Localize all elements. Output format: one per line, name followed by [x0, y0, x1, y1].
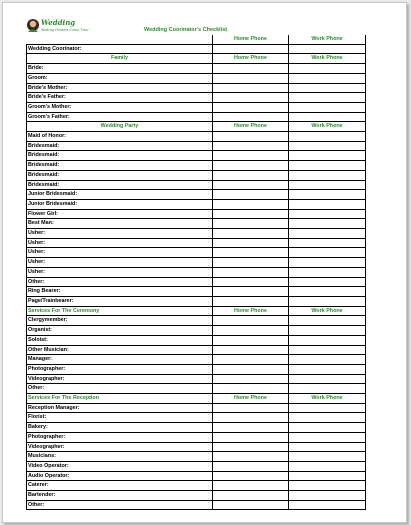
- table-row: [27, 102, 366, 112]
- work-phone-cell[interactable]: [289, 229, 366, 239]
- work-phone-cell[interactable]: [289, 461, 366, 471]
- table-row: [27, 452, 366, 462]
- work-phone-cell[interactable]: [289, 384, 366, 394]
- table-row: [27, 229, 366, 239]
- row-label: Soloist:: [27, 335, 213, 345]
- home-phone-cell[interactable]: [213, 229, 289, 239]
- row-label: Reception Manager:: [27, 403, 213, 413]
- work-phone-cell[interactable]: [289, 132, 366, 142]
- page-title: Wedding Coorinator's Checklist: [144, 27, 228, 33]
- row-label: Maid of Honor:: [27, 132, 213, 142]
- table-row: [27, 161, 366, 171]
- home-phone-header: Home Phone: [213, 35, 289, 44]
- work-phone-cell[interactable]: [289, 335, 366, 345]
- table-row: [27, 64, 366, 74]
- home-phone-cell[interactable]: [213, 44, 289, 54]
- row-label: Videographer:: [27, 442, 213, 452]
- home-phone-cell[interactable]: [213, 180, 289, 190]
- home-phone-cell[interactable]: [213, 161, 289, 171]
- header: [26, 16, 365, 35]
- home-phone-cell[interactable]: [213, 432, 289, 442]
- home-phone-cell[interactable]: [213, 248, 289, 258]
- logo-brand-text: Wedding: [41, 18, 76, 27]
- row-label: Bartender:: [27, 491, 213, 501]
- home-phone-cell[interactable]: [213, 326, 289, 336]
- home-phone-cell[interactable]: [213, 452, 289, 462]
- home-phone-cell[interactable]: [213, 112, 289, 122]
- work-phone-cell[interactable]: [289, 73, 366, 83]
- table-row: [27, 481, 366, 491]
- home-phone-cell[interactable]: [213, 190, 289, 200]
- table-row: [27, 258, 366, 268]
- work-phone-header: Work Phone: [289, 54, 366, 64]
- work-phone-cell[interactable]: [289, 258, 366, 268]
- home-phone-cell[interactable]: [213, 374, 289, 384]
- row-label: Caterer:: [27, 481, 213, 491]
- table-row: [27, 190, 366, 200]
- table-row: [27, 170, 366, 180]
- home-phone-cell[interactable]: [213, 277, 289, 287]
- row-label: Other:: [27, 384, 213, 394]
- checklist-body: [27, 35, 366, 510]
- table-row: [27, 442, 366, 452]
- row-label: Ring Bearer:: [27, 287, 213, 297]
- checklist-table: [26, 35, 366, 510]
- table-row: [27, 141, 366, 151]
- work-phone-cell[interactable]: [289, 44, 366, 54]
- work-phone-cell[interactable]: [289, 141, 366, 151]
- section-header-row: [27, 122, 366, 132]
- table-row: [27, 296, 366, 306]
- work-phone-cell[interactable]: [289, 93, 366, 103]
- table-row: [27, 345, 366, 355]
- work-phone-cell[interactable]: [289, 345, 366, 355]
- home-phone-cell[interactable]: [213, 199, 289, 209]
- coordinator-label: Wedding Coorinator:: [27, 44, 213, 54]
- table-row: [27, 335, 366, 345]
- row-label: Clergymember:: [27, 316, 213, 326]
- home-phone-cell[interactable]: [213, 170, 289, 180]
- checklist-sheet: [26, 16, 365, 510]
- home-phone-cell[interactable]: [213, 267, 289, 277]
- table-row: [27, 267, 366, 277]
- table-row: [27, 423, 366, 433]
- work-phone-cell[interactable]: [289, 277, 366, 287]
- row-label: Usher:: [27, 258, 213, 268]
- work-phone-cell[interactable]: [289, 238, 366, 248]
- table-row: [27, 364, 366, 374]
- row-label: Groom's Mother:: [27, 102, 213, 112]
- home-phone-cell[interactable]: [213, 384, 289, 394]
- row-label: Bridesmaid:: [27, 151, 213, 161]
- home-phone-cell[interactable]: [213, 403, 289, 413]
- table-row: [27, 461, 366, 471]
- table-row: [27, 471, 366, 481]
- home-phone-cell[interactable]: [213, 258, 289, 268]
- work-phone-cell[interactable]: [289, 374, 366, 384]
- home-phone-cell[interactable]: [213, 355, 289, 365]
- table-row: [27, 83, 366, 93]
- row-label: Photographer:: [27, 432, 213, 442]
- work-phone-cell[interactable]: [289, 403, 366, 413]
- work-phone-cell[interactable]: [289, 432, 366, 442]
- work-phone-header: Work Phone: [289, 35, 366, 44]
- work-phone-cell[interactable]: [289, 161, 366, 171]
- home-phone-cell[interactable]: [213, 73, 289, 83]
- home-phone-cell[interactable]: [213, 141, 289, 151]
- logo-tagline: Making Dreams Come True: [41, 28, 89, 32]
- work-phone-cell[interactable]: [289, 112, 366, 122]
- work-phone-cell[interactable]: [289, 190, 366, 200]
- table-row: [27, 287, 366, 297]
- work-phone-cell[interactable]: [289, 442, 366, 452]
- home-phone-cell[interactable]: [213, 64, 289, 74]
- home-phone-cell[interactable]: [213, 132, 289, 142]
- work-phone-cell[interactable]: [289, 248, 366, 258]
- table-row: [27, 413, 366, 423]
- row-label: Bride's Father:: [27, 93, 213, 103]
- section-header-row: [27, 394, 366, 404]
- row-label: Usher:: [27, 238, 213, 248]
- work-phone-header: Work Phone: [289, 122, 366, 132]
- work-phone-cell[interactable]: [289, 151, 366, 161]
- work-phone-cell[interactable]: [289, 64, 366, 74]
- row-label: Manager:: [27, 355, 213, 365]
- row-label: Audio Operator:: [27, 471, 213, 481]
- work-phone-cell[interactable]: [289, 199, 366, 209]
- row-label: Usher:: [27, 229, 213, 239]
- row-label: Bridesmaid:: [27, 180, 213, 190]
- work-phone-cell[interactable]: [289, 500, 366, 510]
- table-row: [27, 500, 366, 510]
- home-phone-cell[interactable]: [213, 151, 289, 161]
- home-phone-cell[interactable]: [213, 471, 289, 481]
- row-label: Musicians:: [27, 452, 213, 462]
- row-label: Groom's Father:: [27, 112, 213, 122]
- home-phone-cell[interactable]: [213, 461, 289, 471]
- table-row: [27, 326, 366, 336]
- home-phone-header: Home Phone: [213, 306, 289, 316]
- section-title: Wedding Party: [27, 122, 213, 132]
- table-row: [27, 248, 366, 258]
- home-phone-cell[interactable]: [213, 287, 289, 297]
- work-phone-cell[interactable]: [289, 452, 366, 462]
- home-phone-header: Home Phone: [213, 122, 289, 132]
- home-phone-header: Home Phone: [213, 394, 289, 404]
- document-page: [2, 2, 407, 523]
- row-label: Bakery:: [27, 423, 213, 433]
- row-label: Bridesmaid:: [27, 141, 213, 151]
- table-row: [27, 73, 366, 83]
- home-phone-cell[interactable]: [213, 491, 289, 501]
- row-label: Junior Bridesmaid:: [27, 199, 213, 209]
- row-label: Other Musician:: [27, 345, 213, 355]
- work-phone-header: Work Phone: [289, 394, 366, 404]
- table-row: [27, 112, 366, 122]
- table-row: [27, 491, 366, 501]
- work-phone-cell[interactable]: [289, 267, 366, 277]
- table-row: [27, 374, 366, 384]
- work-phone-cell[interactable]: [289, 180, 366, 190]
- work-phone-cell[interactable]: [289, 355, 366, 365]
- table-row: [27, 209, 366, 219]
- home-phone-cell[interactable]: [213, 345, 289, 355]
- table-row: [27, 316, 366, 326]
- work-phone-cell[interactable]: [289, 102, 366, 112]
- work-phone-cell[interactable]: [289, 471, 366, 481]
- table-row: [27, 132, 366, 142]
- home-phone-cell[interactable]: [213, 442, 289, 452]
- row-label: Usher:: [27, 248, 213, 258]
- table-row: [27, 238, 366, 248]
- home-phone-cell[interactable]: [213, 238, 289, 248]
- table-row: [27, 180, 366, 190]
- work-phone-cell[interactable]: [289, 83, 366, 93]
- work-phone-cell[interactable]: [289, 364, 366, 374]
- home-phone-cell[interactable]: [213, 500, 289, 510]
- home-phone-cell[interactable]: [213, 316, 289, 326]
- row-label: Organist:: [27, 326, 213, 336]
- row-label: Bride:: [27, 64, 213, 74]
- row-label: Bride's Mother:: [27, 83, 213, 93]
- home-phone-cell[interactable]: [213, 423, 289, 433]
- home-phone-cell[interactable]: [213, 219, 289, 229]
- home-phone-cell[interactable]: [213, 102, 289, 112]
- home-phone-header: Home Phone: [213, 54, 289, 64]
- coordinator-row: [27, 44, 366, 54]
- section-title: Family: [27, 54, 213, 64]
- table-row: [27, 199, 366, 209]
- work-phone-cell[interactable]: [289, 296, 366, 306]
- row-label: Bridesmaid:: [27, 170, 213, 180]
- row-label: Flower Girl:: [27, 209, 213, 219]
- table-row: [27, 277, 366, 287]
- work-phone-cell[interactable]: [289, 326, 366, 336]
- row-label: Other:: [27, 277, 213, 287]
- home-phone-cell[interactable]: [213, 83, 289, 93]
- row-label: Page/Trainbearer:: [27, 296, 213, 306]
- table-row: [27, 219, 366, 229]
- table-row: [27, 384, 366, 394]
- row-label: Best Man:: [27, 219, 213, 229]
- table-row: [27, 151, 366, 161]
- work-phone-cell[interactable]: [289, 423, 366, 433]
- home-phone-cell[interactable]: [213, 413, 289, 423]
- work-phone-cell[interactable]: [289, 316, 366, 326]
- work-phone-cell[interactable]: [289, 287, 366, 297]
- work-phone-cell[interactable]: [289, 481, 366, 491]
- row-label: Bridesmaid:: [27, 161, 213, 171]
- home-phone-cell[interactable]: [213, 335, 289, 345]
- row-label: Videographer:: [27, 374, 213, 384]
- work-phone-cell[interactable]: [289, 491, 366, 501]
- row-label: Video Operator:: [27, 461, 213, 471]
- home-phone-cell[interactable]: [213, 209, 289, 219]
- work-phone-cell[interactable]: [289, 219, 366, 229]
- table-row: [27, 403, 366, 413]
- work-phone-cell[interactable]: [289, 209, 366, 219]
- row-label: Usher:: [27, 267, 213, 277]
- home-phone-cell[interactable]: [213, 364, 289, 374]
- table-row: [27, 355, 366, 365]
- section-title: Services For The Reception: [27, 394, 213, 404]
- table-row: [27, 432, 366, 442]
- wedding-logo-icon: [26, 16, 89, 38]
- work-phone-cell[interactable]: [289, 170, 366, 180]
- home-phone-cell[interactable]: [213, 296, 289, 306]
- row-label: Other:: [27, 500, 213, 510]
- row-label: Junior Bridesmaid:: [27, 190, 213, 200]
- section-header-row: [27, 54, 366, 64]
- row-label: Photographer:: [27, 364, 213, 374]
- row-label: Groom:: [27, 73, 213, 83]
- home-phone-cell[interactable]: [213, 93, 289, 103]
- table-row: [27, 93, 366, 103]
- work-phone-header: Work Phone: [289, 306, 366, 316]
- section-title: Services For The Ceremony: [27, 306, 213, 316]
- home-phone-cell[interactable]: [213, 481, 289, 491]
- section-header-row: [27, 306, 366, 316]
- row-label: Florist:: [27, 413, 213, 423]
- work-phone-cell[interactable]: [289, 413, 366, 423]
